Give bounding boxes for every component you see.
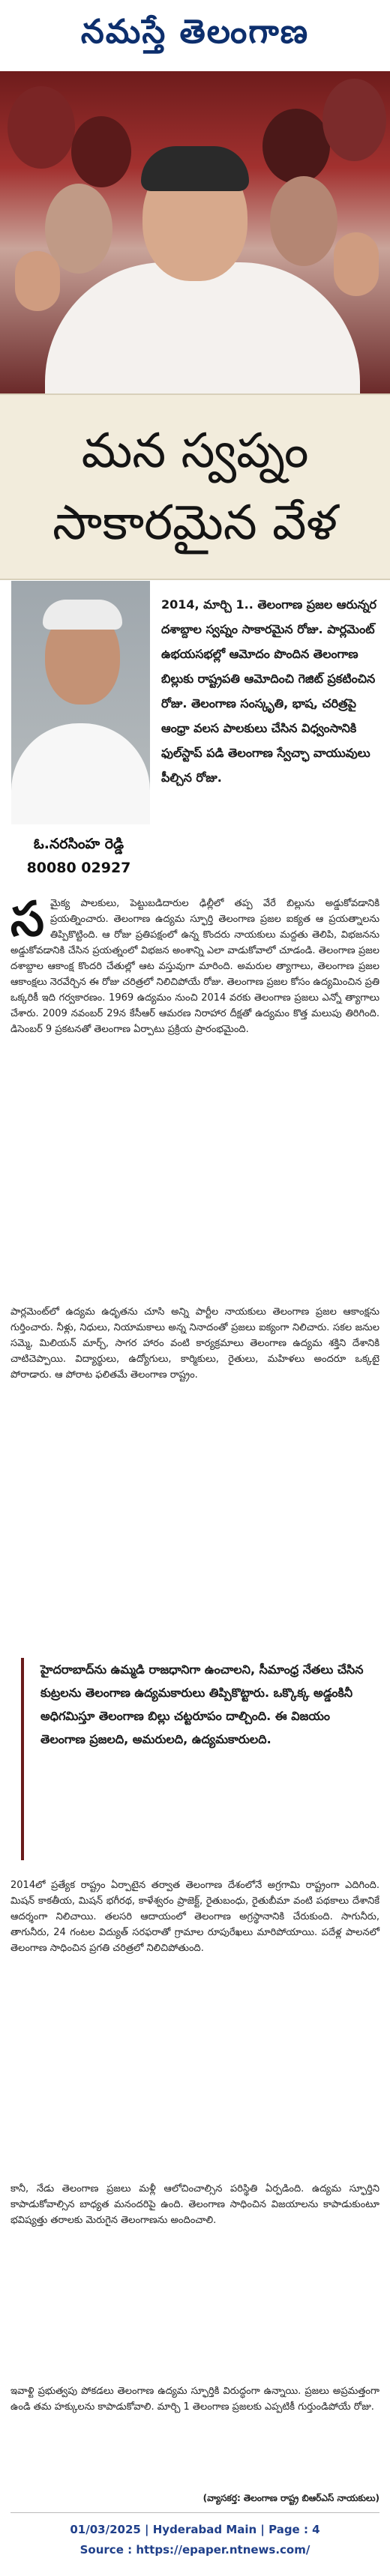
photo-raised-hand-left — [15, 251, 60, 311]
article-intro: 2014, మార్చి 1.. తెలంగాణ ప్రజల ఆరున్నర దశాబ్దాల స్వప్నం సాకారమైన రోజు. పార్లమెంట్ ఉభయసభల్లో ఆమోదం పొందిన తెలంగాణ బిల్లుకు రాష్ట్రపతి ఆమోదించి గెజిట్ ప్రకటించిన రోజు. తెలంగాణ సంస్కృతి, భాష, చరిత్రపై ఆంధ్రా వలస పాలకులు చేసిన విధ్వంసానికి ఫుల్‌స్టాప్ పడి తెలంగాణ స్వేచ్ఛా వాయువులు పీల్చిన రోజు. — [161, 597, 377, 785]
pull-quote: హైదరాబాద్‌ను ఉమ్మడి రాజధానిగా ఉంచాలని, సీమాంధ్ర నేతలు చేసిన కుట్రలను తెలంగాణ ఉద్యమకారులు తిప్పికొట్టారు. ఒక్కొక్క అడ్డంకినీ అధిగమిస్తూ తెలంగాణ బిల్లు చట్టరూపం దాల్చింది. ఈ విజయం తెలంగాణ ప్రజలది, అమరులది, ఉద్యమకారులది. — [21, 1658, 374, 1860]
edition-info: 01/03/2025 | Hyderabad Main | Page : 4 — [70, 2523, 320, 2536]
author-note: (వ్యాసకర్త: తెలంగాణ రాష్ట్ర బిఆర్ఎస్ నాయకులు) — [202, 2493, 380, 2503]
author-block — [8, 581, 150, 888]
article-paragraph-4: కానీ, నేడు తెలంగాణ ప్రజలు మళ్లీ ఆలోచించాల్సిన పరిస్థితి ఏర్పడింది. ఉద్యమ స్ఫూర్తిని కాపాడుకోవాల్సిన బాధ్యత మనందరిపై ఉంది. తెలంగాణ సాధించిన విజయాలను కాపాడుకుంటూ భవిష్యత్తు తరాలకు మెరుగైన తెలంగాణను అందించాలి. — [10, 2183, 380, 2226]
masthead — [0, 0, 390, 71]
article-paragraph-1 — [10, 892, 380, 1037]
footer-divider — [10, 2512, 380, 2513]
author-portrait — [11, 581, 150, 824]
headline-line-2: సాకారమైన వేళ — [52, 495, 338, 551]
article-paragraph-2: పార్లమెంట్‌లో ఉద్యమ ఉధృతను చూసి అన్ని పార్టీల నాయకులు తెలంగాణ ప్రజల ఆకాంక్షను గుర్తించారు. నీళ్లు, నిధులు, నియామకాలు అన్న నినాదంతో ప్రజలు ఐక్యంగా నిలిచారు. సకల జనుల సమ్మె, మిలియన్ మార్చ్, సాగర హారం వంటి కార్యక్రమాలు తెలంగాణ ఉద్యమ శక్తిని దేశానికి చాటిచెప్పాయి. విద్యార్థులు, ఉద్యోగులు, కార్మికులు, రైతులు, మహిళలు అందరూ ఒక్కటై పోరాడారు. ఆ పోరాట ఫలితమే తెలంగాణ రాష్ట్రం. — [10, 1306, 380, 1381]
headline-line-1: మన స్వప్నం — [81, 423, 309, 479]
author-phone: 80080 02927 — [26, 860, 131, 876]
photo-subject-shirt — [45, 262, 360, 393]
paragraph-1-text: మైక్య పాలకులు, పెట్టుబడిదారుల ఢిల్లీలో తప్ప వేరే బిల్లును అడ్డుకోవడానికి ప్రయత్నించారు. తెలంగాణ ఉద్యమ స్ఫూర్తి తెలంగాణ ప్రజల ఐక్యత ఆ ప్రయత్నాలను తిప్పికొట్టింది. ఆ రోజు ప్రతిపక్షంలో ఉన్న కొందరు నాయకులు మద్దతు తెలిపి, విభజనను అడ్డుకోవడానికి చేసిన ప్రయత్నంలో విభజన అంశాన్ని ఎలా వాడుకోవాలో చూడండి. తెలంగాణ ప్రజల దశాబ్దాల ఆకాంక్ష కొందరి చేతుల్లో ఆట వస్తువుగా మారింది. అమరుల త్యాగాలు, తెలంగాణ ప్రజల ఆకాంక్షలు నెరవేర్చిన ఈ రోజు చరిత్రలో నిలిచిపోయే రోజు. తెలంగాణ ప్రజల కోసం ఉద్యమించిన ప్రతి ఒక్కరికీ ఇది గర్వకారణం. 1969 ఉద్యమం నుంచి 2014 వరకు తెలంగాణ ప్రజలు ఎన్నో త్యాగాలు చేశారు. 2009 నవంబర్ 29న కేసీఆర్ ఆమరణ నిరాహార దీక్షతో ఉద్యమం కొత్త మలుపు తిరిగింది. డిసెంబర్ 9 ప్రకటనతో తెలంగాణ ఏర్పాటు ప్రక్రియ ప్రారంభమైంది. — [10, 898, 380, 1035]
source-link[interactable]: Source : https://epaper.ntnews.com/ — [80, 2543, 310, 2557]
drop-cap: స — [10, 892, 44, 947]
author-name: ఓ.నరసింహ రెడ్డి — [33, 836, 124, 852]
headline-box — [0, 393, 390, 580]
photo-raised-hand-right — [334, 232, 379, 296]
photo-subject-hair — [141, 146, 249, 191]
hero-photo — [0, 71, 390, 393]
newspaper-logo: నమస్తే తెలంగాణ — [80, 12, 310, 51]
article-paragraph-5: ఇవాళ్టి ప్రభుత్వపు పోకడలు తెలంగాణ ఉద్యమ స్ఫూర్తికి విరుద్ధంగా ఉన్నాయి. ప్రజలు అప్రమత్తంగా ఉండి తమ హక్కులను కాపాడుకోవాలి. మార్చి 1 తెలంగాణ ప్రజలకు ఎప్పటికీ గుర్తుండిపోయే రోజు. — [10, 2386, 380, 2413]
article-paragraph-3: 2014లో ప్రత్యేక రాష్ట్రం ఏర్పాటైన తర్వాత తెలంగాణ దేశంలోనే అగ్రగామి రాష్ట్రంగా ఎదిగింది. మిషన్ కాకతీయ, మిషన్ భగీరథ, కాళేశ్వరం ప్రాజెక్ట్, రైతుబంధు, రైతుబీమా వంటి పథకాలు దేశానికే ఆదర్శంగా నిలిచాయి. తలసరి ఆదాయంలో తెలంగాణ అగ్రస్థానానికి చేరుకుంది. సాగునీరు, తాగునీరు, 24 గంటల విద్యుత్ సరఫరాతో గ్రామాల రూపురేఖలు మారిపోయాయి. పదేళ్ల పాలనలో తెలంగాణ సాధించిన ప్రగతి చరిత్రలో నిలిచిపోతుంది. — [10, 1880, 380, 1954]
